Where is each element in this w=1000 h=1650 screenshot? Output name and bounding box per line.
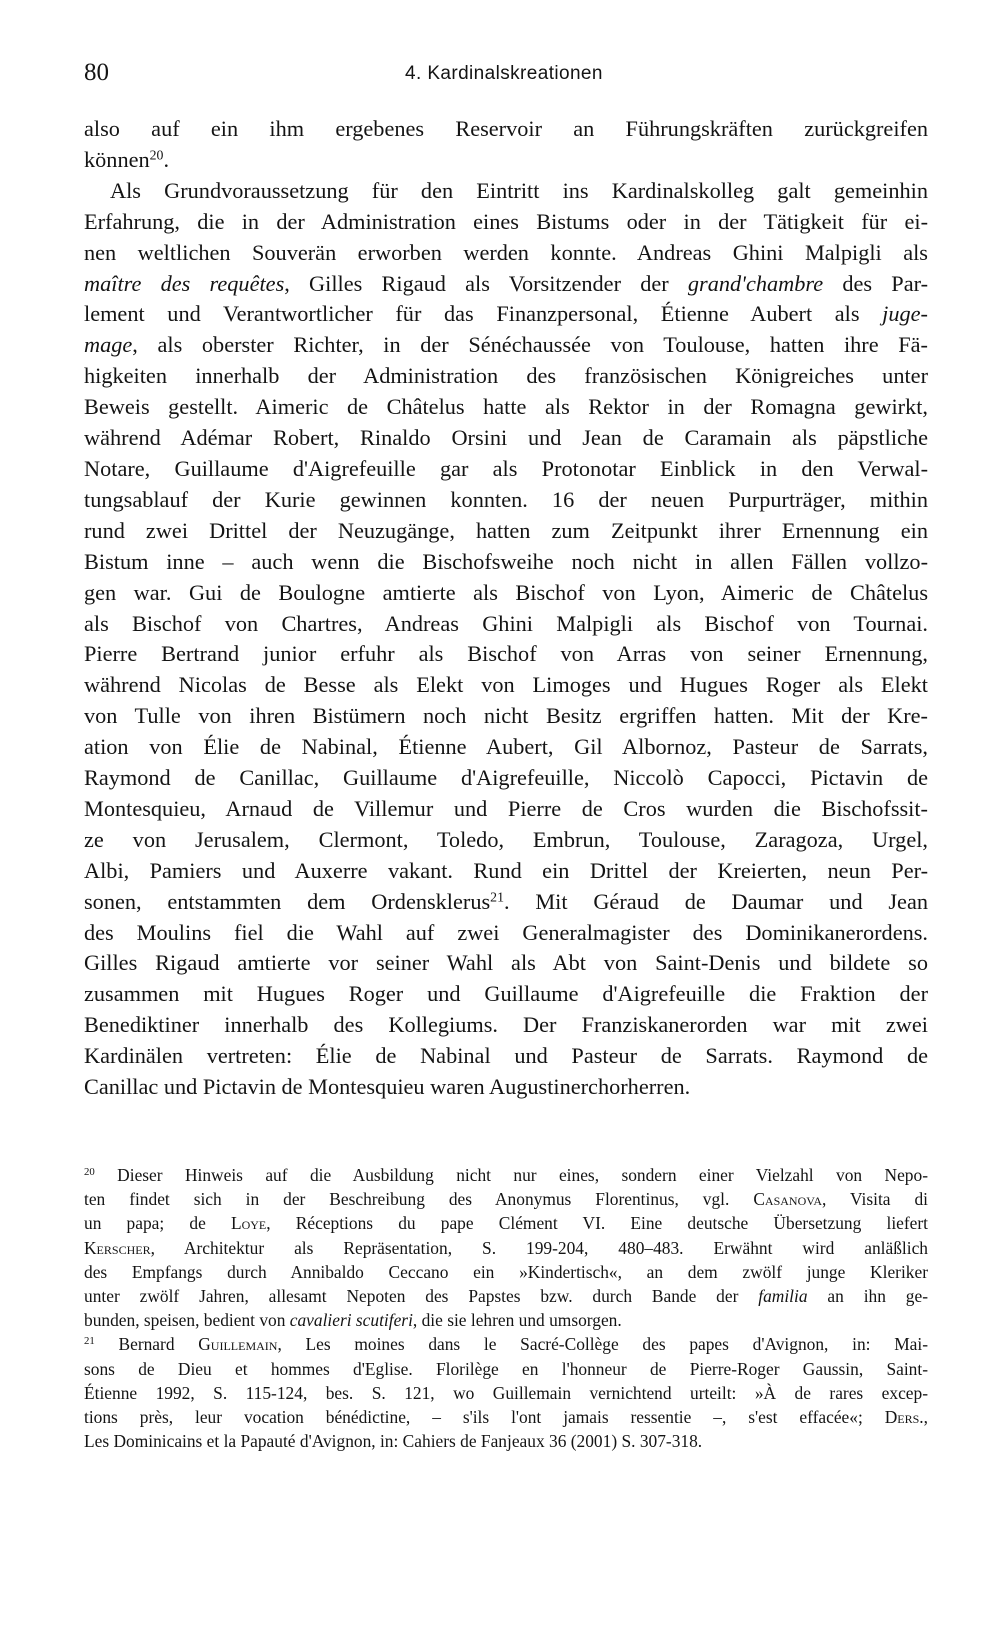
- text-line: Erfahrung, die in der Administration eines Bistums oder in der Tätigkeit für ei-: [84, 208, 928, 234]
- footnote-ref-21[interactable]: 21: [490, 889, 504, 905]
- text-line: Raymond de Canillac, Guillaume d'Aigrefeuille, Niccolò Capocci, Pictavin de: [84, 765, 928, 791]
- footnotes: [84, 1163, 928, 1453]
- footnote-20: $^{20}$ Dieser Hinweis auf die Ausbildung nicht nur eines, sondern einer Vielzahl von Nepo- ten findet sich in der Beschreibung des Anonymus Florentinus, vgl. Casanova, Visita di un papa; de Loye, Réceptions du pape Clément VI. Eine deutsche Übersetzung liefert Kerscher, Architektur als Repräsentation, S. 199-204, 480–483. Erwähnt wird anläßlich des Empfangs durch Annibaldo Ceccano ein »Kindertisch«, an dem zwölf junge Kleriker unter zwölf Jahren, allesamt Nepoten des Papstes bzw. durch Bande der familia an ihn ge- bunden, speisen, bedient von cavalieri scutiferi, die sie lehren und umsorgen.: [84, 1165, 929, 1331]
- text-line: mage, als oberster Richter, in der Sénéchaussée von Toulouse, hatten ihre Fä-: [84, 332, 928, 358]
- text-line: können$^{20}$.: [84, 146, 170, 172]
- footnote-21: $^{21}$ Bernard Guillemain, Les moines dans le Sacré-Collège des papes d'Avignon, in: Mai- sons de Dieu et hommes d'Eglise. Florilège en l'honneur de Pierre-Roger Gaussin, Saint- Étienne 1992, S. 115-124, bes. S. 121, wo Guillemain vernichtend urteilt: »À de rares excep- tions près, leur vocation bénédictine, – s'ils l'ont jamais ressentie –, s'est effacée«; Ders., Les Dominicains et la Papauté d'Avignon, in: Cahiers de Fanjeaux 36 (2001) S. 307-318.: [84, 1334, 928, 1452]
- text-line: rund zwei Drittel der Neuzugänge, hatten zum Zeitpunkt ihrer Ernennung ein: [84, 517, 928, 543]
- text-line: Bistum inne – auch wenn die Bischofsweihe noch nicht in allen Fällen vollzo-: [84, 548, 928, 574]
- text-line: Pierre Bertrand junior erfuhr als Bischof von Arras von seiner Ernennung,: [84, 641, 928, 667]
- author-name: Casanova: [753, 1189, 823, 1210]
- text-line: während Adémar Robert, Rinaldo Orsini und Jean de Caramain als päpstliche: [84, 425, 928, 451]
- italic-term: mage: [84, 332, 133, 358]
- text-line: zusammen mit Hugues Roger und Guillaume d'Aigrefeuille die Fraktion der: [84, 981, 928, 1007]
- footnote-ref-20[interactable]: 20: [149, 147, 164, 163]
- author-name: Guillemain: [198, 1334, 278, 1355]
- text-line: Canillac und Pictavin de Montesquieu waren Augustinerchorherren.: [84, 1074, 691, 1100]
- text-line: von Tulle von ihren Bistümern noch nicht Besitz ergriffen hatten. Mit der Kre-: [84, 703, 928, 729]
- author-name: Kerscher: [84, 1237, 151, 1258]
- text-line: sonen, entstammten dem Ordensklerus$^{21}$. Mit Géraud de Daumar und Jean: [84, 888, 928, 914]
- text-line: maître des requêtes, Gilles Rigaud als Vorsitzender der grand'chambre des Par-: [84, 270, 928, 296]
- text-line: ation von Élie de Nabinal, Étienne Aubert, Gil Albornoz, Pasteur de Sarrats,: [84, 734, 928, 760]
- page-number: 80: [84, 59, 109, 86]
- text-line: des Moulins fiel die Wahl auf zwei Generalmagister des Dominikanerordens.: [84, 919, 928, 945]
- text-line: Kardinälen vertreten: Élie de Nabinal und Pasteur de Sarrats. Raymond de: [84, 1043, 928, 1069]
- text-line: gen war. Gui de Boulogne amtierte als Bischof von Lyon, Aimeric de Châtelus: [84, 579, 928, 605]
- italic-term: grand'chambre: [687, 270, 824, 296]
- main-text: [84, 114, 928, 1103]
- text-line: Montesquieu, Arnaud de Villemur und Pierre de Cros wurden die Bischofssit-: [84, 795, 928, 821]
- text-line: ze von Jerusalem, Clermont, Toledo, Embrun, Toulouse, Zaragoza, Urgel,: [84, 826, 928, 852]
- text-line: also auf ein ihm ergebenes Reservoir an Führungskräften zurückgreifen: [84, 116, 928, 141]
- author-name: Loye: [230, 1213, 267, 1234]
- author-name: Ders: [884, 1407, 920, 1428]
- text-line: Albi, Pamiers und Auxerre vakant. Rund ein Drittel der Kreierten, neun Per-: [84, 857, 928, 883]
- text-line: lement und Verantwortlicher für das Finanzpersonal, Étienne Aubert als juge-: [84, 301, 928, 327]
- text-line: als Bischof von Chartres, Andreas Ghini Malpigli als Bischof von Tournai.: [84, 610, 928, 636]
- text-line: Als Grundvoraussetzung für den Eintritt ins Kardinalskolleg galt gemeinhin: [110, 177, 928, 203]
- running-head: 4. Kardinalskreationen: [405, 63, 603, 84]
- footnote-number: 20: [84, 1166, 95, 1179]
- text-line: Gilles Rigaud amtierte vor seiner Wahl als Abt von Saint-Denis und bildete so: [84, 950, 928, 976]
- footnote-number: 21: [84, 1335, 95, 1348]
- text-line: Benediktiner innerhalb des Kollegiums. Der Franziskanerorden war mit zwei: [84, 1012, 928, 1038]
- italic-term: maître des requêtes: [84, 270, 285, 296]
- text-line: nen weltlichen Souverän erworben werden konnte. Andreas Ghini Malpigli als: [84, 239, 928, 265]
- text-line: Beweis gestellt. Aimeric de Châtelus hatte als Rektor in der Romagna gewirkt,: [84, 394, 928, 420]
- text-line: während Nicolas de Besse als Elekt von Limoges und Hugues Roger als Elekt: [84, 672, 928, 698]
- text-line: higkeiten innerhalb der Administration des französischen Königreiches unter: [84, 363, 928, 389]
- text-line: tungsablauf der Kurie gewinnen konnten. 16 der neuen Purpurträger, mithin: [84, 486, 928, 512]
- italic-term: juge-: [882, 301, 928, 327]
- text-line: Notare, Guillaume d'Aigrefeuille gar als Protonotar Einblick in den Verwal-: [84, 455, 928, 481]
